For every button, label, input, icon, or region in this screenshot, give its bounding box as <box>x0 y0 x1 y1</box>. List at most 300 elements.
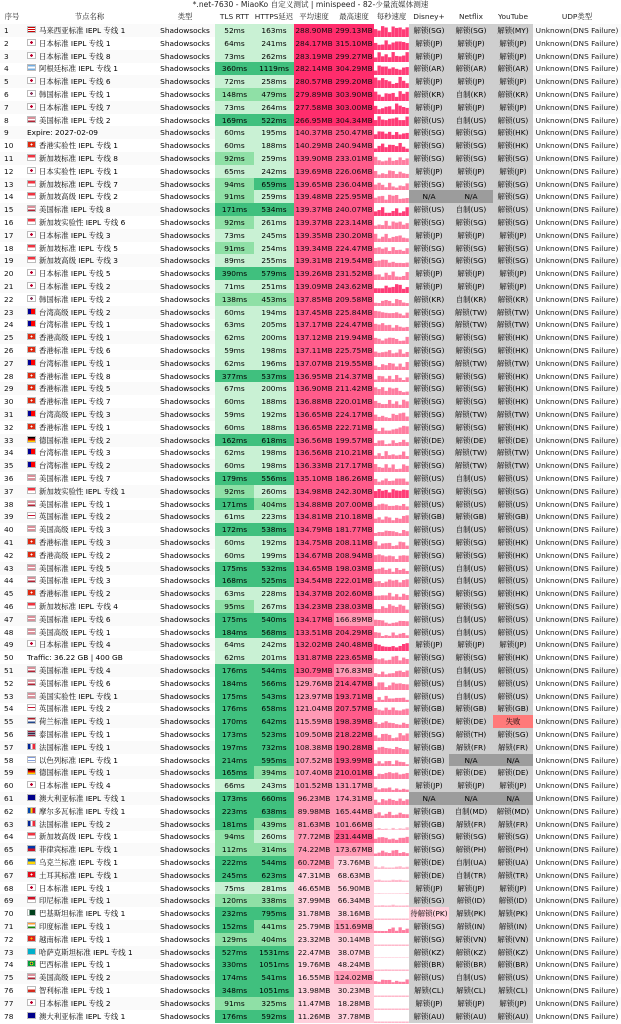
https-latency: 198ms <box>254 459 294 472</box>
header-netflix: Netflix <box>458 12 484 21</box>
udp-type: Unknown(DNS Failure) <box>533 741 621 754</box>
youtube-status: 解锁(JP) <box>493 638 533 651</box>
https-latency: 251ms <box>254 280 294 293</box>
max-speed: 242.30MB <box>335 486 373 496</box>
avg-speed: 140.29MB <box>295 141 333 151</box>
sparkline-bar <box>374 157 377 165</box>
tls-rtt: 52ms <box>215 24 254 37</box>
flag-jp-icon <box>27 103 36 110</box>
proxy-type: Shadowsocks <box>160 678 210 688</box>
disney-status: 解锁(GB) <box>409 510 449 523</box>
youtube-status: 解锁(HK) <box>493 331 533 344</box>
tls-rtt: 91ms <box>215 242 254 255</box>
proxy-type: Shadowsocks <box>155 203 215 216</box>
netflix-status: 解锁(BR) <box>449 958 493 971</box>
proxy-type: Shadowsocks <box>155 50 215 63</box>
node-name: 韩国标准 IEPL 专线 1 <box>39 90 111 99</box>
avg-speed: 134.98MB <box>295 486 333 496</box>
per-second-speed-cell <box>374 677 409 690</box>
max-speed: 222.01MB <box>335 576 373 586</box>
max-speed: 38.07MB <box>334 946 374 959</box>
tls-rtt: 168ms <box>215 574 254 587</box>
https-latency: 242ms <box>254 638 294 651</box>
avg-speed: 123.97MB <box>295 691 333 701</box>
disney-status: 解锁(JP) <box>409 882 449 895</box>
avg-speed: 139.35MB <box>295 230 333 240</box>
tls-rtt: 60ms <box>215 536 254 549</box>
speed-sparkline <box>374 254 409 267</box>
disney-status: 解锁(SG) <box>409 536 449 549</box>
flag-sg-icon <box>27 218 36 225</box>
tls-rtt: 75ms <box>215 882 254 895</box>
udp-type: Unknown(DNS Failure) <box>533 613 621 626</box>
tls-rtt: 169ms <box>215 114 254 127</box>
netflix-status: 解锁(KZ) <box>449 946 493 959</box>
sparkline-bar <box>395 28 398 37</box>
node-name: 巴西标准 IEPL 专线 1 <box>39 960 111 970</box>
youtube-status: 解锁(US) <box>493 626 533 639</box>
per-second-speed-cell <box>374 997 409 1010</box>
youtube-status: 解锁(ID) <box>493 894 533 907</box>
table-row <box>0 587 621 600</box>
sparkline-bar <box>385 40 388 50</box>
node-name: 香港标准 IEPL 专线 1 <box>39 422 111 432</box>
speed-sparkline <box>374 728 409 741</box>
udp-type: Unknown(DNS Failure) <box>533 434 621 447</box>
node-name: 日本标准 IEPL 专线 4 <box>39 781 111 791</box>
netflix-status: 解锁(SG) <box>449 485 493 498</box>
disney-status: 解锁(SG) <box>409 587 449 600</box>
row-index: 50 <box>4 653 14 663</box>
youtube-status: 解锁(SG) <box>493 216 533 229</box>
netflix-status: 解锁(SG) <box>449 382 493 395</box>
avg-speed: 121.04MB <box>295 704 333 714</box>
netflix-status: 解锁(JP) <box>449 280 493 293</box>
row-index: 39 <box>0 510 24 523</box>
avg-speed: 136.33MB <box>295 461 333 471</box>
node-name: 香港标准 IEPL 专线 5 <box>39 384 111 394</box>
https-latency: 241ms <box>254 37 294 50</box>
sparkline-bar <box>378 116 381 127</box>
node-name-cell <box>24 88 155 101</box>
netflix-status: 解锁(JP) <box>449 50 493 63</box>
netflix-status: 解锁(FR) <box>449 741 493 754</box>
node-name-cell <box>24 331 155 344</box>
avg-speed: 134.75MB <box>295 538 333 547</box>
avg-speed: 109.50MB <box>295 730 333 739</box>
max-speed: 303.90MB <box>335 90 373 99</box>
max-speed: 101.66MB <box>335 819 373 829</box>
netflix-status: 解锁(AR) <box>449 62 493 75</box>
disney-status: 解锁(SG) <box>409 370 449 383</box>
speed-sparkline <box>374 178 409 191</box>
node-name-cell <box>24 562 155 575</box>
row-index: 28 <box>4 371 14 381</box>
node-name: 新加坡实验性 IEPL 专线 6 <box>39 218 126 227</box>
max-speed: 250.47MB <box>335 128 373 138</box>
table-row <box>0 856 621 869</box>
speed-sparkline <box>374 485 409 498</box>
udp-type: Unknown(DNS Failure) <box>535 320 619 330</box>
flag-hk-icon <box>27 397 36 404</box>
sparkline-bar <box>385 1021 388 1023</box>
row-index: 26 <box>4 346 14 355</box>
max-speed: 233.01MB <box>335 154 373 163</box>
netflix-status: 解锁(CL) <box>449 984 493 997</box>
proxy-type: Shadowsocks <box>155 331 215 344</box>
node-name-cell <box>24 357 155 370</box>
tls-rtt: 65ms <box>215 165 254 178</box>
row-index: 58 <box>4 755 14 765</box>
max-speed: 219.55MB <box>335 358 373 368</box>
youtube-status: 解锁(HK) <box>493 549 533 562</box>
speed-sparkline <box>374 830 409 843</box>
speed-sparkline <box>374 510 409 523</box>
sparkline-bar <box>374 106 377 114</box>
per-second-speed-cell <box>374 958 409 971</box>
tls-rtt: 66ms <box>215 779 254 792</box>
flag-fr-icon <box>27 743 36 750</box>
https-latency: 540ms <box>254 613 294 626</box>
speed-sparkline <box>374 920 409 933</box>
proxy-type: Shadowsocks <box>160 550 210 560</box>
avg-speed: 284.17MB <box>295 38 333 48</box>
sparkline-bar <box>374 78 377 88</box>
node-name: 越南标准 IEPL 专线 1 <box>39 934 111 944</box>
disney-status: 解锁(BR) <box>409 958 449 971</box>
flag-ar-icon <box>27 64 36 71</box>
sparkline-bar <box>378 66 381 75</box>
sparkline-bar <box>395 284 398 293</box>
udp-type: Unknown(DNS Failure) <box>535 499 619 509</box>
disney-status: 解锁(KZ) <box>409 946 449 959</box>
speed-sparkline <box>374 293 409 306</box>
tls-rtt: 390ms <box>215 267 254 280</box>
disney-status: 解锁(SG) <box>409 894 449 907</box>
per-second-speed-cell <box>374 75 409 88</box>
flag-hk-icon <box>27 384 36 391</box>
disney-status: 解锁(SG) <box>409 216 449 229</box>
max-speed: 165.44MB <box>335 806 373 816</box>
max-speed: 303.00MB <box>335 102 373 112</box>
node-name-cell <box>24 536 155 549</box>
tls-rtt: 214ms <box>215 754 254 767</box>
tls-rtt: 245ms <box>215 869 254 882</box>
https-latency: 623ms <box>254 869 294 882</box>
max-speed: 230.20MB <box>335 230 373 240</box>
per-second-speed-cell <box>374 139 409 152</box>
youtube-status: 解锁(JP) <box>493 229 533 242</box>
disney-status: 解锁(DE) <box>409 856 449 869</box>
max-speed: 223.14MB <box>335 218 373 227</box>
flag-th-icon <box>27 730 36 737</box>
avg-speed: 25.79MB <box>294 920 334 933</box>
tls-rtt: 173ms <box>215 728 254 741</box>
flag-tw-icon <box>27 410 36 417</box>
sparkline-bar <box>392 93 395 101</box>
avg-speed: 139.09MB <box>295 282 333 291</box>
netflix-status: 解锁(SG) <box>449 331 493 344</box>
tls-rtt: 73ms <box>215 101 254 114</box>
speed-sparkline <box>374 664 409 677</box>
node-name-cell <box>24 946 155 959</box>
speed-sparkline <box>374 613 409 626</box>
https-latency: 261ms <box>254 216 294 229</box>
sparkline-bar <box>395 117 398 126</box>
node-name: 香港标准 IEPL 专线 3 <box>39 538 111 547</box>
max-speed: 68.63MB <box>334 869 374 882</box>
youtube-status: 解锁(SG) <box>493 242 533 255</box>
proxy-type: Shadowsocks <box>160 755 210 765</box>
row-index: 3 <box>0 50 24 63</box>
avg-speed: 134.17MB <box>295 614 333 624</box>
node-name: 荷兰标准 IEPL 专线 1 <box>39 717 111 727</box>
netflix-status: 自制(US) <box>449 690 493 703</box>
node-name: 日本标准 IEPL 专线 5 <box>39 269 111 279</box>
table-row <box>0 677 621 690</box>
udp-type: Unknown(DNS Failure) <box>533 946 621 959</box>
max-speed: 193.71MB <box>335 691 373 701</box>
proxy-type: Shadowsocks <box>160 192 210 202</box>
node-name: 美国标准 IEPL 专线 4 <box>39 666 111 675</box>
table-row <box>0 997 621 1010</box>
sparkline-bar <box>392 272 395 280</box>
node-name-cell <box>24 600 155 613</box>
tls-rtt: 162ms <box>215 434 254 447</box>
flag-au-icon <box>27 794 36 801</box>
per-second-speed-cell <box>374 165 409 178</box>
sparkline-bar <box>388 182 391 190</box>
node-name: 美国实验性 IEPL 专线 1 <box>39 691 118 701</box>
udp-type: Unknown(DNS Failure) <box>535 525 619 535</box>
node-name-cell <box>24 242 155 255</box>
table-row <box>0 626 621 639</box>
row-index: 10 <box>4 141 14 151</box>
udp-type: Unknown(DNS Failure) <box>535 243 619 253</box>
row-index: 54 <box>4 704 14 714</box>
speed-sparkline <box>374 958 409 971</box>
avg-speed: 23.32MB <box>294 933 334 946</box>
netflix-status: 自制(US) <box>449 971 493 984</box>
per-second-speed-cell <box>374 306 409 319</box>
avg-speed: 136.65MB <box>295 422 333 432</box>
avg-speed: 96.23MB <box>294 792 334 805</box>
max-speed: 176.83MB <box>335 666 373 675</box>
https-latency: 267ms <box>254 600 294 613</box>
tls-rtt: 181ms <box>215 818 254 831</box>
netflix-status: 解锁(TW) <box>449 459 493 472</box>
flag-us-icon <box>27 615 36 622</box>
sparkline-bar <box>399 77 402 88</box>
sparkline-bar <box>388 195 391 203</box>
udp-type: Unknown(DNS Failure) <box>535 474 619 483</box>
row-index: 68 <box>4 883 14 893</box>
youtube-status: 解锁(SG) <box>493 600 533 613</box>
proxy-type: Shadowsocks <box>160 269 210 279</box>
https-latency: 254ms <box>254 242 294 255</box>
row-index: 2 <box>4 38 9 48</box>
netflix-status: 解锁(DE) <box>449 434 493 447</box>
proxy-type: Shadowsocks <box>160 1011 210 1021</box>
max-speed: 202.60MB <box>335 589 373 599</box>
sparkline-bar <box>399 1021 402 1023</box>
node-name: 英国标准 IEPL 专线 2 <box>39 512 111 522</box>
avg-speed: 19.76MB <box>294 958 334 971</box>
row-index: 75 <box>0 971 24 984</box>
disney-status: 解锁(SG) <box>409 382 449 395</box>
table-row <box>0 50 621 63</box>
tls-rtt: 60ms <box>215 549 254 562</box>
udp-type: Unknown(DNS Failure) <box>533 152 621 165</box>
table-row <box>0 75 621 88</box>
table-row <box>0 920 621 933</box>
table-row <box>0 574 621 587</box>
disney-status: 解锁(SG) <box>409 830 449 843</box>
youtube-status: 解锁(US) <box>493 114 533 127</box>
netflix-status: 解锁(DE) <box>449 766 493 779</box>
node-name-cell <box>24 50 155 63</box>
tls-rtt: 71ms <box>215 280 254 293</box>
node-name-cell <box>24 293 155 306</box>
proxy-type: Shadowsocks <box>160 320 210 330</box>
sparkline-bar <box>392 489 395 498</box>
netflix-status: 解锁(JP) <box>449 37 493 50</box>
header-type: 类型 <box>177 12 193 21</box>
row-index: 41 <box>0 536 24 549</box>
node-name-cell <box>24 638 155 651</box>
udp-type: Unknown(DNS Failure) <box>535 141 619 151</box>
sparkline-bar <box>392 118 395 127</box>
flag-jp-icon <box>27 231 36 238</box>
node-name: 日本标准 IEPL 专线 8 <box>39 51 111 61</box>
https-latency: 439ms <box>254 818 294 831</box>
row-index: 25 <box>0 331 24 344</box>
proxy-type: Shadowsocks <box>155 715 215 728</box>
table-row <box>0 869 621 882</box>
udp-type: Unknown(DNS Failure) <box>535 934 619 944</box>
https-latency: 642ms <box>254 715 294 728</box>
sparkline-bar <box>374 310 377 318</box>
max-speed: 198.39MB <box>335 717 373 727</box>
node-name: 哈萨克斯坦标准 IEPL 专线 1 <box>39 947 133 957</box>
flag-jp-icon <box>27 77 36 84</box>
per-second-speed-cell <box>374 818 409 831</box>
node-name-cell <box>24 766 155 779</box>
per-second-speed-cell <box>374 728 409 741</box>
udp-type: Unknown(DNS Failure) <box>535 832 619 842</box>
tls-rtt: 59ms <box>215 408 254 421</box>
node-name: Traffic: 36.22 GB | 400 GB <box>27 653 123 663</box>
sparkline-bar <box>395 103 398 113</box>
max-speed: 219.54MB <box>335 256 373 266</box>
per-second-speed-cell <box>374 498 409 511</box>
table-row <box>0 690 621 703</box>
table-row <box>0 88 621 101</box>
proxy-type: Shadowsocks <box>155 971 215 984</box>
https-latency: 595ms <box>254 754 294 767</box>
udp-type: Unknown(DNS Failure) <box>533 562 621 575</box>
node-name: 新加坡高级 IEPL 专线 3 <box>39 256 118 266</box>
sparkline-bar <box>402 413 405 421</box>
sparkline-bar <box>402 426 405 434</box>
flag-hk-icon <box>27 551 36 558</box>
max-speed: 210.21MB <box>335 448 373 458</box>
node-name: 台湾标准 IEPL 专线 1 <box>39 358 111 368</box>
disney-status: 解锁(SG) <box>409 408 449 421</box>
youtube-status: 解锁(JP) <box>493 37 533 50</box>
node-name: 香港标准 IEPL 专线 6 <box>39 346 111 355</box>
tls-rtt: 64ms <box>215 638 254 651</box>
avg-speed: 139.90MB <box>295 154 333 163</box>
netflix-status: 自制(KR) <box>449 293 493 306</box>
node-name: 阿根廷标准 IEPL 专线 1 <box>39 64 118 74</box>
row-index: 74 <box>4 960 14 970</box>
avg-speed: 139.48MB <box>295 192 333 202</box>
per-second-speed-cell <box>374 613 409 626</box>
row-index: 60 <box>4 781 14 791</box>
youtube-status: 解锁(SG) <box>493 190 533 203</box>
row-index: 21 <box>0 280 24 293</box>
tls-rtt: 73ms <box>215 229 254 242</box>
disney-status: 解锁(SG) <box>409 318 449 331</box>
flag-in-icon <box>27 922 36 929</box>
netflix-status: 解锁(JP) <box>449 882 493 895</box>
proxy-type: Shadowsocks <box>155 766 215 779</box>
speed-sparkline <box>374 190 409 203</box>
table-row <box>0 357 621 370</box>
per-second-speed-cell <box>374 882 409 895</box>
flag-jp-icon <box>27 781 36 788</box>
https-latency: 541ms <box>254 971 294 984</box>
node-name-cell <box>24 306 155 319</box>
https-latency: 188ms <box>254 395 294 408</box>
disney-status: 解锁(JP) <box>409 229 449 242</box>
tls-rtt: 92ms <box>215 485 254 498</box>
udp-type: Unknown(DNS Failure) <box>535 192 619 202</box>
youtube-status: 解锁(TW) <box>493 318 533 331</box>
max-speed: 30.23MB <box>334 984 374 997</box>
max-speed: 209.58MB <box>335 294 373 304</box>
row-index: 55 <box>0 715 24 728</box>
proxy-type: Shadowsocks <box>160 832 210 842</box>
table-row <box>0 728 621 741</box>
table-row <box>0 382 621 395</box>
youtube-status: 解锁(FR) <box>493 741 533 754</box>
sparkline-bar <box>378 1021 381 1023</box>
speed-sparkline <box>374 306 409 319</box>
udp-type: Unknown(DNS Failure) <box>535 294 619 304</box>
per-second-speed-cell <box>374 779 409 792</box>
youtube-status: 解锁(HK) <box>493 344 533 357</box>
sparkline-bar <box>385 27 388 37</box>
table-row <box>0 741 621 754</box>
youtube-status: 解锁(US) <box>493 677 533 690</box>
row-index: 69 <box>0 894 24 907</box>
https-latency: 618ms <box>254 434 294 447</box>
sparkline-bar <box>399 285 402 293</box>
row-index: 52 <box>4 678 14 688</box>
node-name: 智利标准 IEPL 专线 1 <box>39 986 111 995</box>
avg-speed: 133.51MB <box>295 627 333 637</box>
disney-status: 解锁(DE) <box>409 869 449 882</box>
tls-rtt: 223ms <box>215 805 254 818</box>
https-latency: 188ms <box>254 421 294 434</box>
netflix-status: 解锁(SG) <box>449 600 493 613</box>
node-name: 美国标准 IEPL 专线 6 <box>39 614 111 624</box>
disney-status: 解锁(US) <box>409 562 449 575</box>
node-name-cell <box>24 920 155 933</box>
netflix-status: 自制(TR) <box>449 869 493 882</box>
